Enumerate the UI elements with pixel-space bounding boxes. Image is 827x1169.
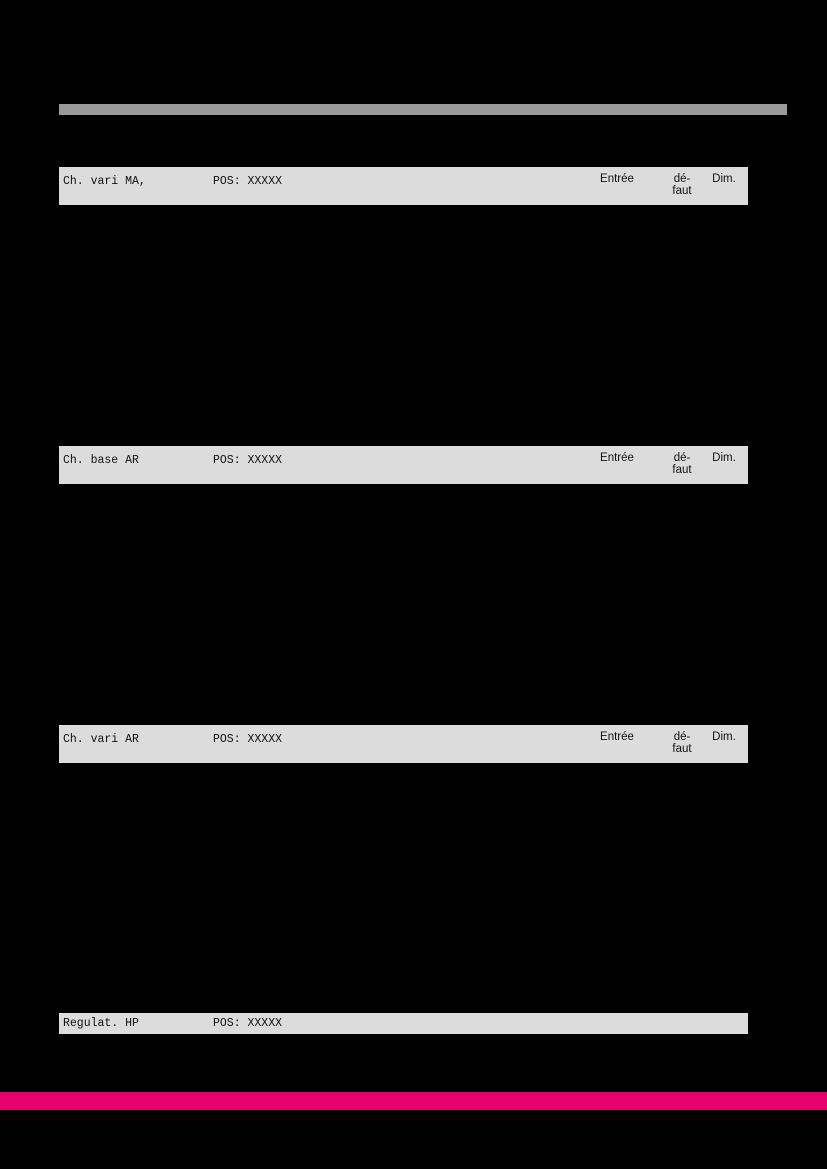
column-header-dim: Dim. — [712, 731, 736, 743]
column-header-defaut-line1: dé- — [673, 731, 691, 743]
section-header-row — [59, 167, 748, 205]
column-header-defaut — [666, 731, 698, 755]
column-header-entree: Entrée — [600, 173, 634, 185]
column-header-dim: Dim. — [712, 173, 736, 185]
column-header-defaut-line2: faut — [672, 464, 692, 476]
section-title: Ch. vari AR — [63, 733, 139, 746]
header-rule — [59, 104, 787, 115]
section-position: POS: XXXXX — [213, 733, 283, 746]
section-title: Regulat. HP — [63, 1017, 139, 1030]
column-header-entree: Entrée — [600, 452, 634, 464]
section-position: POS: XXXXX — [213, 175, 283, 188]
column-header-defaut — [666, 173, 698, 197]
section-header-row — [59, 725, 748, 763]
column-header-defaut-line1: dé- — [673, 173, 691, 185]
section-title: Ch. base AR — [63, 454, 139, 467]
column-header-defaut-line2: faut — [672, 743, 692, 755]
column-header-entree: Entrée — [600, 731, 634, 743]
section-header-row — [59, 446, 748, 484]
footer-accent-bar — [0, 1092, 827, 1110]
column-header-defaut-line1: dé- — [673, 452, 691, 464]
section-header-row — [59, 1013, 748, 1034]
column-header-defaut — [666, 452, 698, 476]
column-header-defaut-line2: faut — [672, 185, 692, 197]
section-title: Ch. vari MA, — [63, 175, 146, 188]
column-header-dim: Dim. — [712, 452, 736, 464]
section-position: POS: XXXXX — [213, 454, 283, 467]
section-position: POS: XXXXX — [213, 1017, 283, 1030]
